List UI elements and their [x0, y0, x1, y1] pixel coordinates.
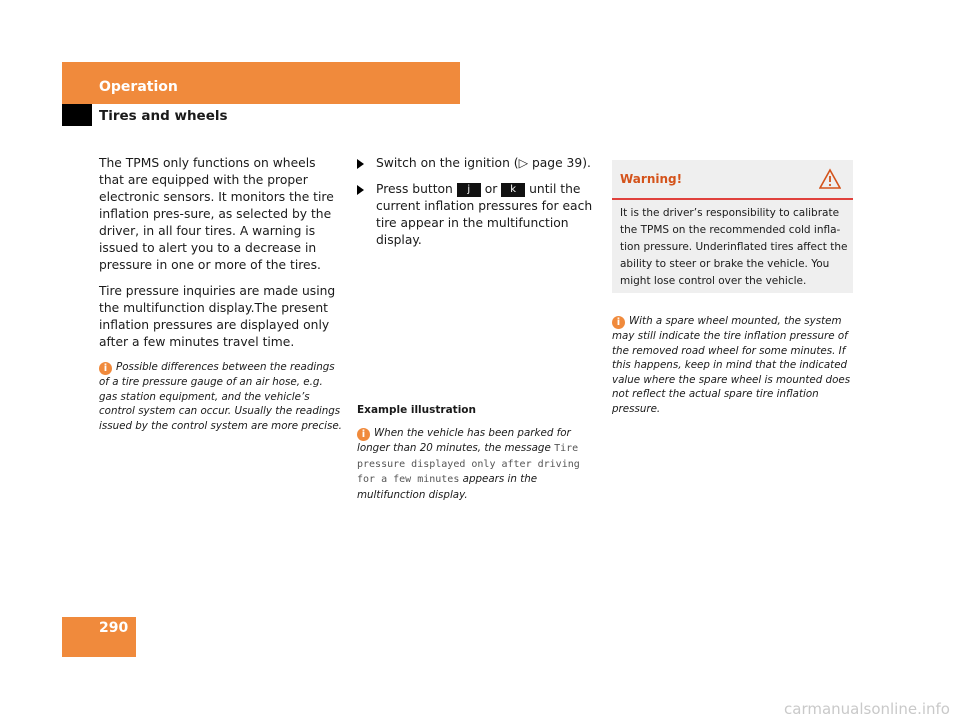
section-marker — [62, 104, 92, 126]
paragraph-tpms-inquiries: Tire pressure inquiries are made using the multifunction display.The present inflation pressures are displayed only after a few minutes travel time. — [99, 284, 336, 349]
paragraph-tpms-function: The TPMS only functions on wheels that are equipped with the proper electronic sensors. It monitors the tire inflation pres-sure, as selected by the driver, in all four tires. A warning is issued to alert you to a decrease in pressure in one or more of the tires. — [99, 156, 334, 272]
note-parked-message: Tire pressure displayed only after driving for a few minutes — [357, 443, 580, 485]
bullet-arrow-icon — [357, 159, 364, 169]
button-up-key: j — [457, 183, 481, 197]
warning-text: It is the driver’s responsibility to calibrate the TPMS on the recommended cold infla-tion pressure. Underinflated tires affect the ability to steer or brake the vehicle. You might lose control over the vehicle. — [620, 207, 848, 287]
section-title: Operation — [99, 79, 178, 95]
column-left — [99, 155, 343, 360]
column-middle — [357, 155, 597, 258]
note-readings — [99, 360, 344, 433]
note-readings-text: Possible differences between the readings of a tire pressure gauge of an air hose, e.g. gas station equipment, and the vehicle’s control system can occur. Usually the readings issued by the control system are more precise. — [99, 361, 342, 432]
watermark: carmanualsonline.info — [784, 700, 950, 718]
step-press-button — [357, 181, 597, 249]
example-illustration-label: Example illustration — [357, 404, 476, 416]
step-press-prefix: Press button — [376, 182, 453, 196]
note-parked-pre: When the vehicle has been parked for longer than 20 minutes, the message — [357, 427, 571, 454]
note-spare-wheel — [612, 314, 857, 416]
warning-box — [612, 160, 853, 293]
subsection-title: Tires and wheels — [99, 108, 228, 124]
page-number: 290 — [99, 620, 129, 636]
note-spare-wheel-text: With a spare wheel mounted, the system may still indicate the tire inflation pressure of the removed road wheel for some minutes. If this happens, keep in mind that the indicated value where the spare wheel is mounted does not reflect the actual spare tire inflation pressure. — [612, 315, 851, 415]
info-icon: i — [357, 428, 370, 441]
bullet-arrow-icon — [357, 185, 364, 195]
warning-divider — [612, 198, 853, 200]
warning-triangle-icon — [819, 168, 841, 190]
step-ignition — [357, 155, 597, 172]
warning-title: Warning! — [620, 172, 683, 186]
button-down-key: k — [501, 183, 525, 197]
info-icon: i — [99, 362, 112, 375]
step-press-or: or — [484, 182, 498, 196]
note-parked-post: appears in the multifunction display. — [357, 473, 538, 501]
note-parked — [357, 426, 599, 502]
step-ignition-text: Switch on the ignition (▷ page 39). — [376, 156, 591, 170]
info-icon: i — [612, 316, 625, 329]
step-press-suffix: until the current inflation pressures for each tire appear in the multifunction display. — [376, 182, 593, 247]
